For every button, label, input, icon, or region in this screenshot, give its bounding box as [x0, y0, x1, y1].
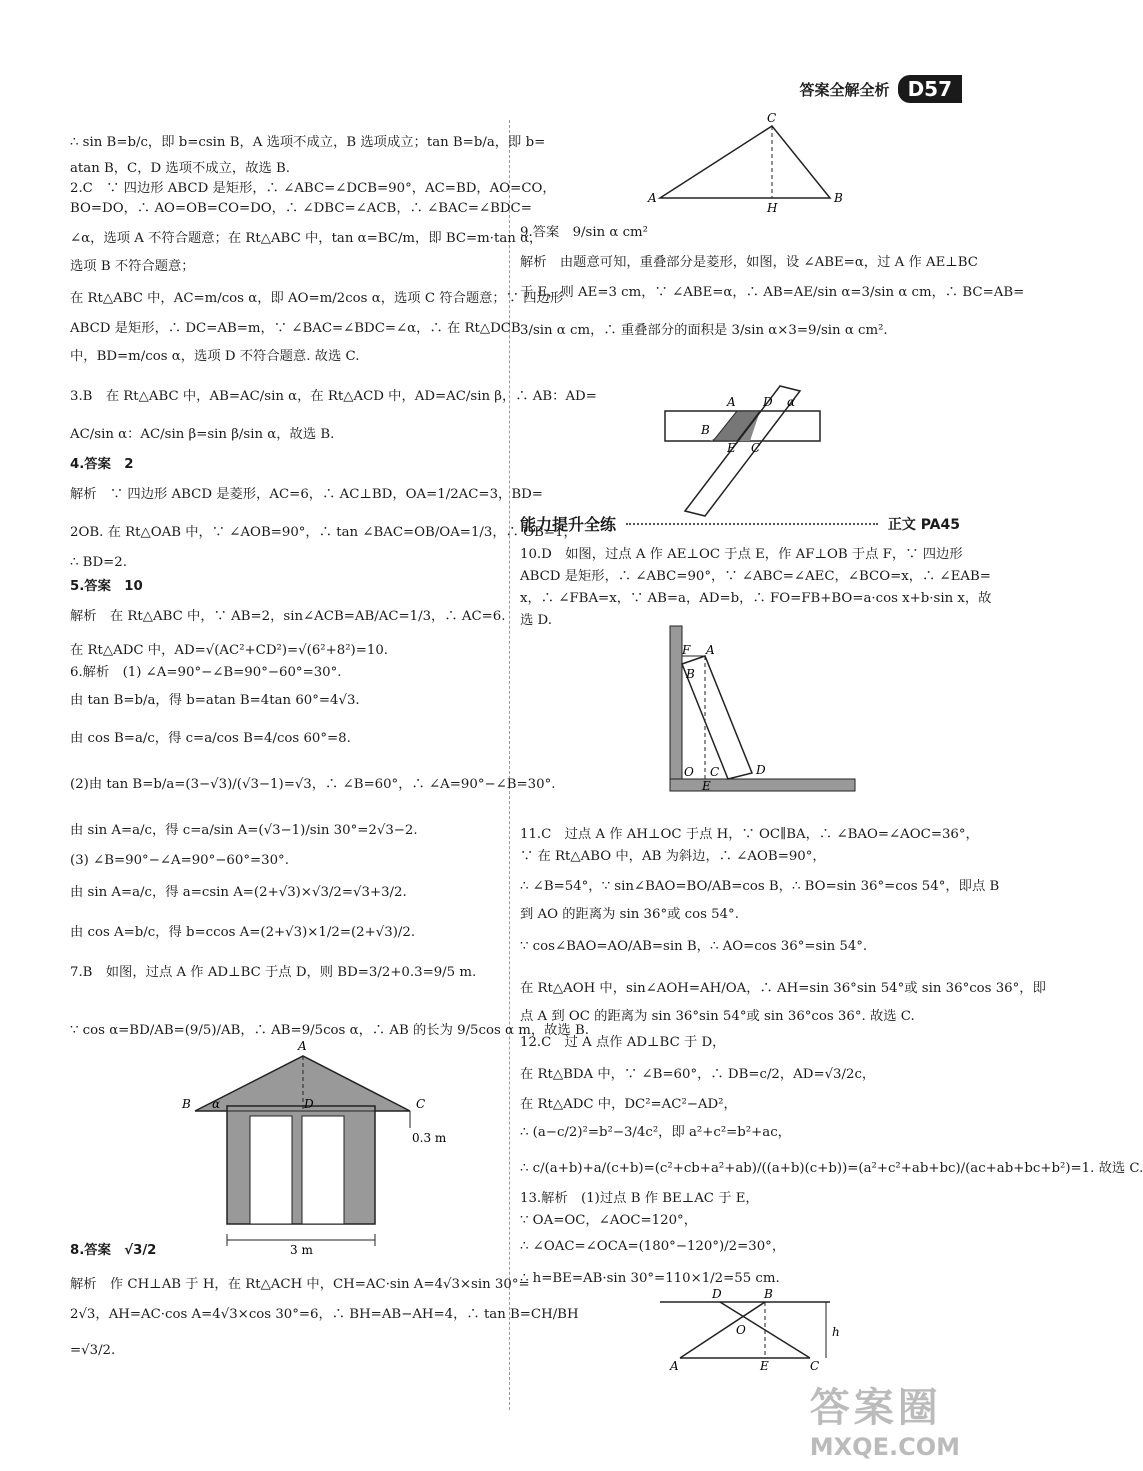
rect-label: O: [684, 765, 694, 779]
text-line: 9.答案 9/sin α cm²: [520, 225, 648, 240]
text-line: ABCD 是矩形，∴ DC=AB=m，∵ ∠BAC=∠BDC=∠α，∴ 在 Rt△DCB: [70, 321, 521, 336]
text-line: 3.B 在 Rt△ABC 中，AB=AC/sin α，在 Rt△ACD 中，AD=AC/sin β，∴ AB：AD=: [70, 389, 597, 404]
text-line: 在 Rt△ADC 中，DC²=AC²−AD²，: [520, 1097, 737, 1112]
triangle-figure: [648, 111, 860, 216]
text-line: 3/sin α cm，∴ 重叠部分的面积是 3/sin α×3=9/sin α cm².: [520, 323, 888, 338]
page-header: [800, 74, 962, 104]
tri-label: B: [834, 191, 843, 205]
text-line: ∵ cos α=BD/AB=(9/5)/AB，∴ AB=9/5cos α，∴ AB 的长为 9/5cos α m，故选 B.: [70, 1023, 589, 1038]
cross-label: A: [670, 1359, 679, 1373]
rhombus-figure: [665, 386, 845, 516]
text-line: ∵ cos∠BAO=AO/AB=sin B，∴ AO=cos 36°=sin 54°.: [520, 939, 868, 954]
text-line: 7.B 如图，过点 A 作 AD⊥BC 于点 D，则 BD=3/2+0.3=9/5 m.: [70, 965, 477, 980]
cross-label: E: [760, 1359, 769, 1373]
text-line: 由 tan B=b/a，得 b=atan B=4tan 60°=4√3.: [70, 693, 360, 708]
text-line: 由 cos A=b/c，得 b=ccos A=(2+√3)×1/2=(2+√3)/2.: [70, 925, 416, 940]
rect-label: F: [682, 643, 691, 657]
text-line: 4.答案 2: [70, 457, 134, 472]
house-label: B: [182, 1097, 191, 1111]
text-line: 解析 由题意可知，重叠部分是菱形，如图，设 ∠ABE=α，过 A 作 AE⊥BC: [520, 255, 978, 270]
ladder-figure: [670, 626, 860, 796]
tri-label: H: [767, 201, 778, 215]
text-line: ∴ sin B=b/c，即 b=csin B，A 选项不成立，B 选项成立；tan B=b/a，即 b=: [70, 135, 546, 150]
text-line: ∴ h=BE=AB·sin 30°=110×1/2=55 cm.: [520, 1271, 780, 1286]
rect-label: D: [756, 763, 766, 777]
cross-label: D: [712, 1287, 722, 1301]
text-line: =√3/2.: [70, 1343, 116, 1358]
house-label: A: [298, 1039, 307, 1053]
column-divider: [509, 120, 510, 1410]
header-title: 答案全解全析: [799, 80, 890, 99]
text-line: 到 AO 的距离为 sin 36°或 cos 54°.: [520, 907, 739, 922]
text-line: 在 Rt△ADC 中，AD=√(AC²+CD²)=√(6²+8²)=10.: [70, 643, 389, 658]
text-line: 11.C 过点 A 作 AH⊥OC 于点 H，∵ OC∥BA，∴ ∠BAO=∠AOC=36°，: [520, 827, 979, 842]
text-line: 由 sin A=a/c，得 a=csin A=(2+√3)×√3/2=√3+3/2.: [70, 885, 407, 900]
text-line: 由 sin A=a/c，得 c=a/sin A=(√3−1)/sin 30°=2√3−2.: [70, 823, 418, 838]
text-line: 中，BD=m/cos α，选项 D 不符合题意. 故选 C.: [70, 349, 360, 364]
text-line: 解析 在 Rt△ABC 中，∵ AB=2，sin∠ACB=AB/AC=1/3，∴ AC=6.: [70, 609, 506, 624]
text-line: 解析 作 CH⊥AB 于 H，在 Rt△ACH 中，CH=AC·sin A=4√3×sin 30°=: [70, 1277, 530, 1292]
text-line: ∴ c/(a+b)+a/(c+b)=(c²+cb+a²+ab)/((a+b)(c+b))=(a²+c²+ab+bc)/(ac+ab+bc+b²)=1. 故选 C.: [520, 1161, 1143, 1176]
text-line: ABCD 是矩形，∴ ∠ABC=90°，∵ ∠ABC=∠AEC，∠BCO=x，∴ ∠EAB=: [520, 569, 991, 584]
text-line: ∴ ∠B=54°，∵ sin∠BAO=BO/AB=cos B，∴ BO=sin 36°=cos 54°，即点 B: [520, 879, 1000, 894]
text-line: ∠α，选项 A 不符合题意；在 Rt△ABC 中，tan α=BC/m，即 BC=m·tan α，: [70, 231, 543, 246]
rhombus-label: E: [727, 441, 736, 455]
text-line: 在 Rt△AOH 中，sin∠AOH=AH/OA，∴ AH=sin 36°sin 54°或 sin 36°cos 36°，即: [520, 981, 1046, 996]
text-line: 2OB. 在 Rt△OAB 中，∵ ∠AOB=90°，∴ tan ∠BAC=OB/OA=1/3，∴ OB=1，: [70, 525, 577, 540]
text-line: ∴ BD=2.: [70, 555, 127, 570]
text-line: 2.C ∵ 四边形 ABCD 是矩形，∴ ∠ABC=∠DCB=90°，AC=BD，AO=CO，: [70, 181, 556, 196]
text-line: 在 Rt△BDA 中，∵ ∠B=60°，∴ DB=c/2，AD=√3/2c，: [520, 1067, 876, 1082]
house-label: α: [212, 1097, 221, 1111]
rhombus-label: A: [727, 395, 736, 409]
section-title: 能力提升全练: [520, 515, 617, 534]
tri-label: A: [648, 191, 657, 205]
house-figure: [182, 1039, 447, 1257]
cross-label: B: [764, 1287, 773, 1301]
house-label: 0.3 m: [412, 1131, 447, 1145]
cross-label: C: [810, 1359, 820, 1373]
text-line: 12.C 过 A 点作 AD⊥BC 于 D，: [520, 1035, 726, 1050]
watermark-url: MXQE.COM: [809, 1433, 960, 1461]
text-line: ∴ (a−c/2)²=b²−3/4c²，即 a²+c²=b²+ac，: [520, 1125, 791, 1140]
watermark-text: 答案圈: [809, 1385, 942, 1431]
text-line: 8.答案 √3/2: [70, 1243, 157, 1258]
text-line: ∴ ∠OAC=∠OCA=(180°−120°)/2=30°，: [520, 1239, 786, 1254]
text-line: 10.D 如图，过点 A 作 AE⊥OC 于点 E，作 AF⊥OB 于点 F，∵ 四边形: [520, 547, 963, 562]
text-line: ∵ OA=OC，∠AOC=120°，: [520, 1213, 697, 1228]
text-line: (2)由 tan B=b/a=(3−√3)/(√3−1)=√3，∴ ∠B=60°，∴ ∠A=90°−∠B=30°.: [70, 777, 556, 792]
tri-label: C: [767, 111, 777, 125]
text-line: 于 E，则 AE=3 cm，∵ ∠ABE=α，∴ AB=AE/sin α=3/sin α cm，∴ BC=AB=: [520, 285, 1025, 300]
text-line: AC/sin α：AC/sin β=sin β/sin α，故选 B.: [70, 427, 335, 442]
watermark: [810, 1376, 960, 1461]
section-leader: [626, 523, 878, 525]
page-number: D57: [898, 75, 962, 103]
text-line: 解析 ∵ 四边形 ABCD 是菱形，AC=6，∴ AC⊥BD，OA=1/2AC=3，BD=: [70, 487, 543, 502]
text-line: x，∴ ∠FBA=x，∵ AB=a，AD=b，∴ FO=FB+BO=a·cos x+b·sin x，故: [520, 591, 992, 606]
text-line: 2√3，AH=AC·cos A=4√3×cos 30°=6，∴ BH=AB−AH=4，∴ tan B=CH/BH: [70, 1307, 579, 1322]
house-label: D: [304, 1097, 314, 1111]
text-line: BO=DO，∴ AO=OB=CO=DO，∴ ∠DBC=∠ACB，∴ ∠BAC=∠BDC=: [70, 201, 532, 216]
rect-label: E: [702, 779, 711, 793]
text-line: (3) ∠B=90°−∠A=90°−60°=30°.: [70, 853, 289, 868]
text-line: 由 cos B=a/c，得 c=a/cos B=4/cos 60°=8.: [70, 731, 351, 746]
text-line: 13.解析 (1)过点 B 作 BE⊥AC 于 E，: [520, 1191, 759, 1206]
text-line: 在 Rt△ABC 中，AC=m/cos α，即 AO=m/2cos α，选项 C 符合题意；∵ 四边形: [70, 291, 564, 306]
rect-label: B: [686, 667, 695, 681]
text-line: 5.答案 10: [70, 579, 143, 594]
house-label: C: [416, 1097, 426, 1111]
rhombus-label: D: [763, 395, 773, 409]
cross-figure: [660, 1287, 860, 1376]
rhombus-label: C: [751, 441, 761, 455]
section-header: [520, 512, 960, 535]
rect-label: C: [710, 765, 720, 779]
house-label: 3 m: [290, 1243, 313, 1257]
rhombus-label: α: [787, 395, 796, 409]
text-line: 选 D.: [520, 613, 552, 628]
cross-label: h: [832, 1325, 840, 1339]
rect-label: A: [706, 643, 715, 657]
section-ref: 正文 PA45: [887, 516, 960, 533]
text-line: atan B，C，D 选项不成立，故选 B.: [70, 161, 291, 176]
rhombus-label: B: [701, 423, 710, 437]
text-line: 选项 B 不符合题意；: [70, 259, 195, 274]
text-line: 6.解析 (1) ∠A=90°−∠B=90°−60°=30°.: [70, 665, 342, 680]
cross-label: O: [736, 1323, 746, 1337]
text-line: ∵ 在 Rt△ABO 中，AB 为斜边，∴ ∠AOB=90°，: [520, 849, 826, 864]
text-line: 点 A 到 OC 的距离为 sin 36°sin 54°或 sin 36°cos 36°. 故选 C.: [520, 1009, 915, 1024]
